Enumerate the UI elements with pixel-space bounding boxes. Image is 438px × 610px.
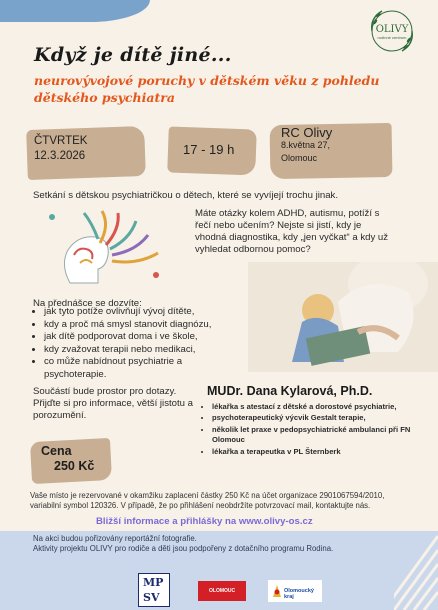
event-date [34, 134, 87, 164]
stripes-decoration [394, 530, 438, 610]
price [41, 444, 94, 474]
speaker-credentials [198, 402, 422, 458]
reservation-note: Vaše místo je rezervované v okamžiku zaplacení částky 250 Kč na účet organizace 2901067594/2010, variabilní symbol 120326. V případě, že po přihlášení neobdržíte potvrzovací mail, kontaktujte nás. [30, 491, 385, 510]
footer-line-1: Na akci budou pořizovány reportážní fotografie. [33, 534, 197, 543]
learn-title: Na přednášce se dozvíte: [33, 298, 142, 309]
footer-text [33, 534, 333, 554]
svg-text:OLIVY: OLIVY [375, 24, 409, 35]
venue-address-1: 8.května 27, [281, 140, 331, 150]
brain-illustration [40, 205, 170, 285]
event-time: 17 - 19 h [183, 142, 235, 157]
footer-line-2: Aktivity projektu OLIVY pro rodiče a děti jsou podpořeny z dotačního programu Rodina. [33, 544, 334, 553]
svg-text:rodinné centrum: rodinné centrum [377, 35, 407, 40]
list-item: • jak dítě podporovat doma i ve škole, [44, 331, 234, 344]
list-item: • psychoterapeutický výcvik Gestalt terapie, [212, 413, 422, 423]
speaker-name: MUDr. Dana Kylarová, Ph.D. [207, 384, 373, 398]
list-item: • několik let praxe v pedopsychiatrické ambulanci při FN Olomouc [212, 425, 422, 446]
list-item: • lékařka s atestací z dětské a dorostové psychiatrie, [212, 402, 422, 412]
list-item: • co může nabídnout psychiatrie a psychoterapie. [44, 356, 234, 381]
kraj-icon [271, 583, 283, 599]
learn-list [28, 306, 234, 382]
list-item: • lékařka a terapeutka v PL Šternberk [212, 447, 422, 457]
olomoucky-kraj-logo: Olomoucký kraj [268, 580, 322, 602]
mpsv-logo: MP SV [138, 573, 170, 607]
event-date-value: 12.3.2026 [34, 150, 86, 162]
venue-name: RC Olivy [281, 125, 333, 140]
event-venue [281, 126, 332, 165]
list-item: • jak tyto potíže ovlivňují vývoj dítěte, [44, 306, 234, 319]
intro-text: Setkání s dětskou psychiatričkou o dětech, které se vyvíjejí trochu jinak. [33, 190, 339, 201]
family-photo [248, 262, 438, 372]
olivy-logo [356, 4, 428, 58]
event-day: ČTVRTEK [34, 135, 88, 147]
questions-space-text: Součástí bude prostor pro dotazy. Přijďte si pro informace, větší jistotu a porozumění. [33, 386, 193, 421]
price-label: Cena [41, 444, 72, 458]
venue-address-2: Olomouc [281, 153, 318, 163]
page-subtitle: neurovývojové poruchy v dětském věku z pohledu dětského psychiatra [34, 73, 380, 105]
more-info-link[interactable]: Bližší informace a přihlášky na www.olivy-os.cz [96, 516, 313, 527]
list-item: • kdy zvažovat terapii nebo medikaci, [44, 344, 234, 357]
page-title: Když je dítě jiné... [34, 44, 232, 66]
price-amount: 250 Kč [54, 459, 95, 473]
corner-decoration [0, 0, 150, 22]
list-item: • kdy a proč má smysl stanovit diagnózu, [44, 319, 234, 332]
olomouc-logo: OLOMOUC [198, 581, 246, 601]
questions-text: Máte otázky kolem ADHD, autismu, potíží s řečí nebo učením? Nejste si jistí, kdy je vhodná diagnostika, kdy „jen vyčkat“ a kdy už vyhledat odbornou pomoc? [195, 208, 389, 255]
